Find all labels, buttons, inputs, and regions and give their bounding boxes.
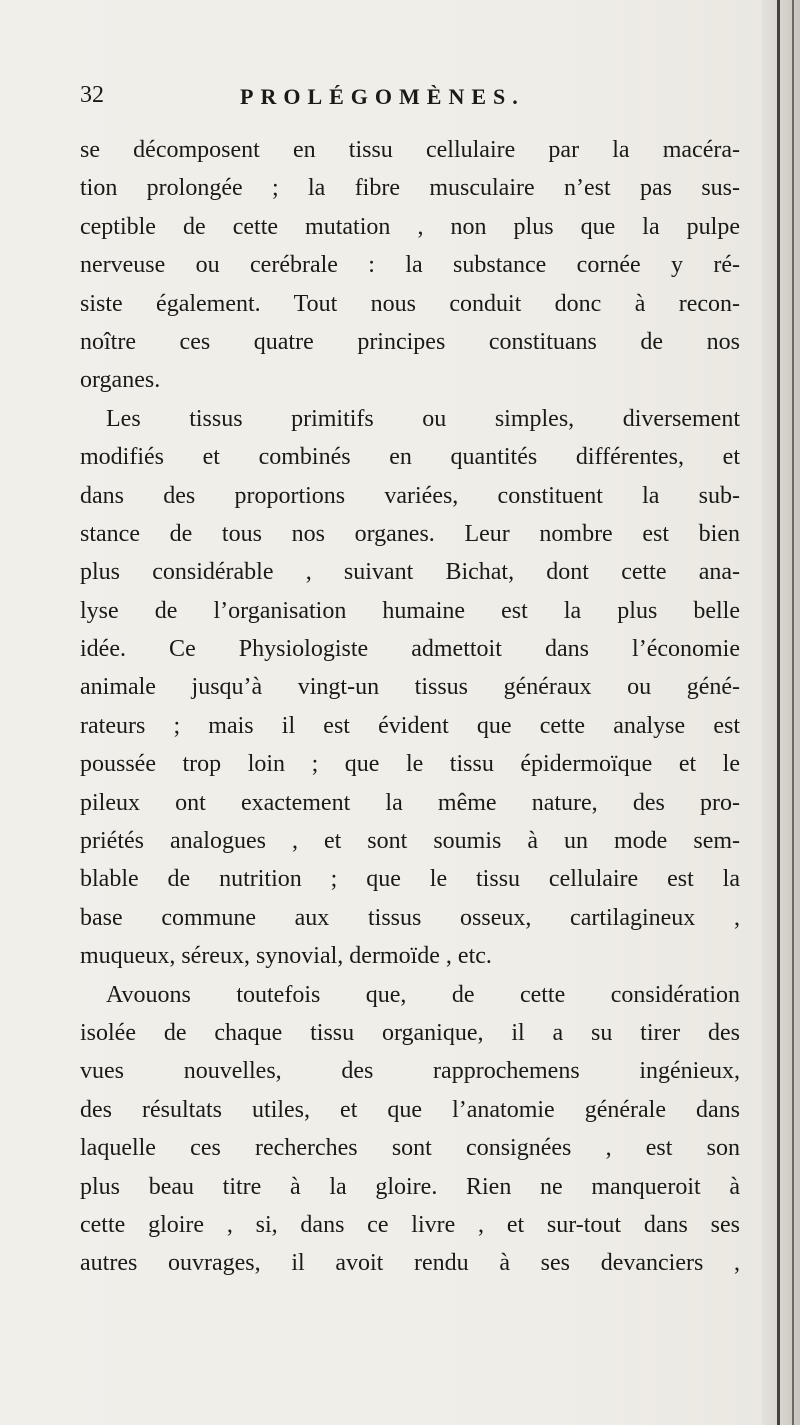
text-line: dans des proportions variées, constituent la sub- — [80, 482, 740, 509]
text-line: blable de nutrition ; que le tissu cellulaire est la — [80, 866, 740, 893]
text-line: siste également. Tout nous conduit donc à recon- — [80, 290, 740, 317]
text-line: des résultats utiles, et que l’anatomie générale dans — [80, 1096, 740, 1123]
text-line: Avouons toutefois que, de cette considération — [106, 981, 740, 1008]
text-line: plus beau titre à la gloire. Rien ne manqueroit à — [80, 1173, 740, 1200]
text-line: poussée trop loin ; que le tissu épidermoïque et le — [80, 751, 740, 778]
text-line: animale jusqu’à vingt-un tissus généraux ou géné- — [80, 674, 740, 701]
text-line: tion prolongée ; la fibre musculaire n’est pas sus- — [80, 175, 740, 202]
edge-shadow-line — [777, 0, 780, 1425]
text-line: muqueux, séreux, synovial, dermoïde , etc. — [80, 943, 492, 970]
page-header — [80, 80, 740, 116]
text-line: base commune aux tissus osseux, cartilagineux , — [80, 904, 740, 931]
text-line: vues nouvelles, des rapprochemens ingénieux, — [80, 1058, 740, 1085]
text-line: priétés analogues , et sont soumis à un mode sem- — [80, 828, 740, 855]
text-line: ceptible de cette mutation , non plus que la pulpe — [80, 213, 740, 240]
edge-shadow-line — [792, 0, 794, 1425]
text-line: cette gloire , si, dans ce livre , et sur-tout dans ses — [80, 1211, 740, 1238]
text-line: modifiés et combinés en quantités différentes, et — [80, 444, 740, 471]
page-number: 32 — [80, 82, 104, 108]
text-line: laquelle ces recherches sont consignées , est son — [80, 1135, 740, 1162]
text-line: se décomposent en tissu cellulaire par la macéra- — [80, 137, 740, 163]
text-line: nerveuse ou cerébrale : la substance cornée y ré- — [80, 252, 740, 279]
text-line: idée. Ce Physiologiste admettoit dans l’économie — [80, 636, 740, 663]
text-line: Les tissus primitifs ou simples, diversement — [106, 405, 740, 432]
text-line: pileux ont exactement la même nature, des pro- — [80, 789, 740, 816]
text-line: autres ouvrages, il avoit rendu à ses devanciers , — [80, 1250, 740, 1277]
text-line: stance de tous nos organes. Leur nombre est bien — [80, 520, 740, 547]
body-text — [80, 131, 740, 1283]
page-edge — [762, 0, 800, 1425]
running-title: PROLÉGOMÈNES. — [240, 84, 525, 109]
text-line: plus considérable , suivant Bichat, dont cette ana- — [80, 559, 740, 586]
text-line: organes. — [80, 367, 161, 394]
text-line: rateurs ; mais il est évident que cette analyse est — [80, 712, 740, 739]
text-line: isolée de chaque tissu organique, il a su tirer des — [80, 1019, 740, 1046]
text-line: lyse de l’organisation humaine est la plus belle — [80, 597, 740, 624]
text-line: noître ces quatre principes constituans de nos — [80, 328, 740, 355]
